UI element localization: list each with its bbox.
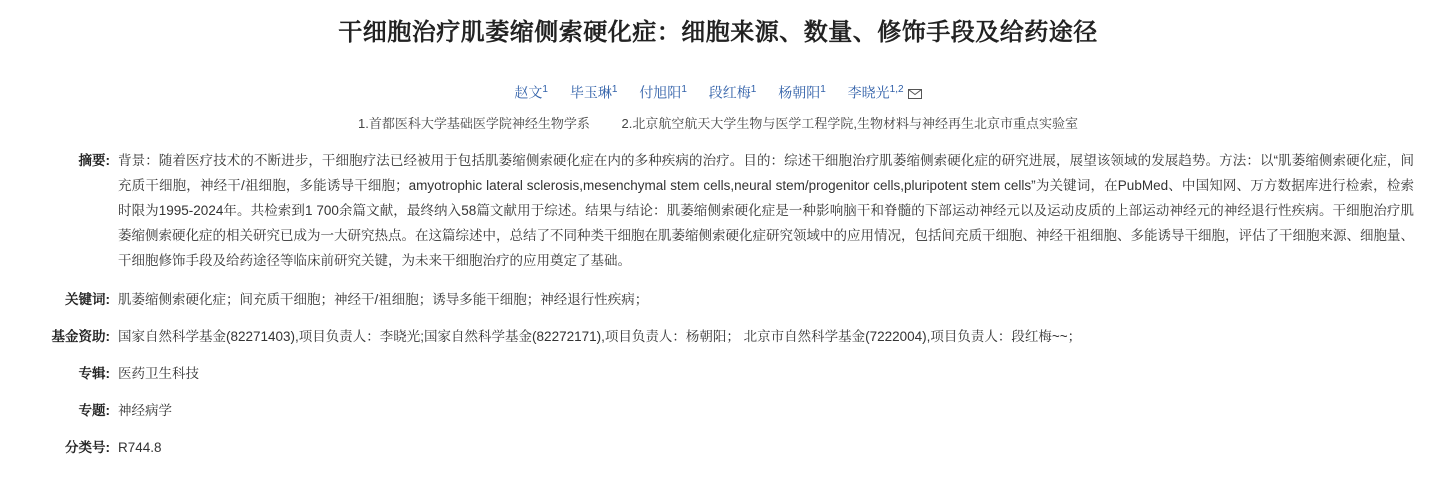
affiliation-item: 1.首都医科大学基础医学院神经生物学系 bbox=[358, 115, 590, 131]
author-affiliation-marker: 1 bbox=[681, 84, 687, 95]
author-item[interactable] bbox=[639, 80, 687, 103]
fund-row bbox=[51, 324, 1414, 349]
author-name: 毕玉琳 bbox=[569, 84, 612, 101]
clc-text[interactable]: R744.8 bbox=[118, 439, 162, 455]
affiliation-list bbox=[0, 114, 1436, 134]
metadata-body bbox=[0, 148, 1436, 460]
fund-text: 国家自然科学基金(82271403),项目负责人：李晓光;国家自然科学基金(82272171),项目负责人：杨朝阳； 北京市自然科学基金(7222004),项目负责人：段红梅~~； bbox=[118, 328, 1082, 344]
author-name: 赵文 bbox=[514, 84, 543, 101]
affiliation-item: 2.北京航空航天大学生物与医学工程学院,生物材料与神经再生北京市重点实验室 bbox=[621, 115, 1078, 131]
keywords-text[interactable]: 肌萎缩侧索硬化症；间充质干细胞；神经干/祖细胞；诱导多能干细胞；神经退行性疾病； bbox=[118, 291, 649, 307]
keywords-label: 关键词: bbox=[65, 291, 110, 307]
keywords-row bbox=[65, 287, 1414, 312]
album-label: 专辑: bbox=[78, 365, 110, 381]
author-item[interactable] bbox=[709, 80, 757, 103]
abstract-label: 摘要: bbox=[78, 152, 110, 168]
fund-label: 基金资助: bbox=[51, 328, 110, 344]
album-text[interactable]: 医药卫生科技 bbox=[118, 365, 199, 381]
author-item[interactable] bbox=[778, 80, 826, 103]
author-name: 付旭阳 bbox=[639, 84, 682, 101]
topic-label: 专题: bbox=[78, 402, 110, 418]
author-affiliation-marker: 1 bbox=[820, 84, 826, 95]
author-item[interactable] bbox=[514, 80, 548, 103]
author-affiliation-marker: 1 bbox=[542, 84, 548, 95]
topic-row bbox=[78, 398, 1414, 423]
author-name: 杨朝阳 bbox=[778, 84, 821, 101]
author-name: 李晓光 bbox=[847, 84, 890, 101]
abstract-text: 背景：随着医疗技术的不断进步，干细胞疗法已经被用于包括肌萎缩侧索硬化症在内的多种疾病的治疗。目的：综述干细胞治疗肌萎缩侧索硬化症的研究进展，展望该领域的发展趋势。方法：以“肌萎缩侧索硬化症，间充质干细胞，神经干/祖细胞，多能诱导干细胞；amyotrophic lateral sclerosis,mesenchymal stem cells,neural stem/progenitor cells,pluripotent stem cells”为关键词，在PubMed、中国知网、万方数据库进行检索，检索时限为1995-2024年。共检索到1 700余篇文献，最终纳入58篇文献用于综述。结果与结论：肌萎缩侧索硬化症是一种影响脑干和脊髓的下部运动神经元以及运动皮质的上部运动神经元的神经退行性疾病。干细胞治疗肌萎缩侧索硬化症的相关研究已成为一大研究热点。在这篇综述中，总结了不同种类干细胞在肌萎缩侧索硬化症研究领域中的应用情况，包括间充质干细胞、神经干祖细胞、多能诱导干细胞，评估了干细胞来源、细胞量、干细胞修饰手段及给药途径等临床前研究关键，为未来干细胞治疗的应用奠定了基础。 bbox=[118, 152, 1414, 268]
author-affiliation-marker: 1 bbox=[750, 84, 757, 95]
author-item-corresponding[interactable] bbox=[848, 80, 922, 103]
author-name: 段红梅 bbox=[708, 84, 751, 101]
clc-row bbox=[65, 435, 1414, 460]
page-title: 干细胞治疗肌萎缩侧索硬化症：细胞来源、数量、修饰手段及给药途径 bbox=[338, 19, 1098, 46]
topic-text[interactable]: 神经病学 bbox=[118, 402, 172, 418]
author-list bbox=[0, 80, 1436, 103]
author-affiliation-marker: 1 bbox=[611, 84, 618, 95]
author-affiliation-marker: 1,2 bbox=[889, 84, 904, 95]
clc-label: 分类号: bbox=[65, 439, 110, 455]
mail-icon[interactable] bbox=[908, 89, 922, 99]
author-item[interactable] bbox=[570, 80, 618, 103]
abstract-row bbox=[78, 148, 1414, 273]
album-row bbox=[78, 361, 1414, 386]
